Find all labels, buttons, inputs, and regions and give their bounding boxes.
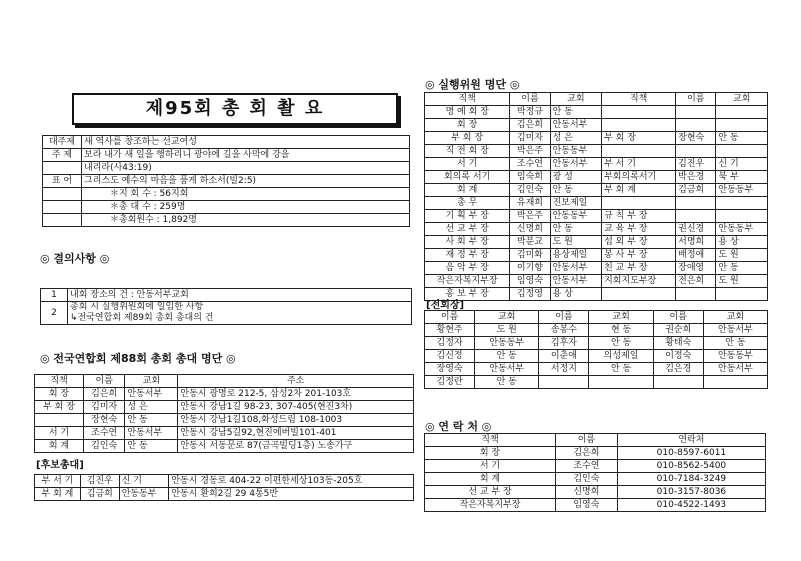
table-cell: 부 회 계 [602, 184, 676, 197]
table-cell: 김정란 [425, 376, 475, 389]
summary-row [43, 162, 410, 175]
table-cell: 신 기 [716, 158, 768, 171]
table-cell: 김인숙 [84, 440, 125, 453]
table-cell: 박정규 [510, 106, 550, 119]
table-cell: 010-3157-8036 [617, 486, 765, 499]
column-header: 교회 [125, 375, 178, 388]
table-cell: 안동시 강남1길 98-23, 307-405(현진3차) [178, 401, 414, 414]
table-row [35, 401, 414, 414]
table-cell: 부 회 장 [602, 132, 676, 145]
table-cell: 부 회 장 [425, 132, 510, 145]
table-cell [602, 145, 676, 158]
table-cell: 김은희 [510, 119, 550, 132]
table-row [425, 236, 768, 249]
stat-row [43, 188, 410, 201]
table-cell: 부 회 장 [35, 401, 84, 414]
resolution-text [68, 302, 412, 325]
table-row [425, 363, 768, 376]
table-cell [676, 106, 716, 119]
table-cell [589, 376, 653, 389]
summary-label: 주 제 [43, 149, 82, 162]
table-cell [35, 414, 84, 427]
table-cell: 안 동 [550, 223, 602, 236]
table-cell: 장현숙 [676, 132, 716, 145]
resolution-line: 내회 장소의 건 : 안동서부교회 [70, 289, 189, 300]
table-cell: 서정지 [539, 363, 589, 376]
table-cell [676, 197, 716, 210]
table-cell: 박은주 [510, 145, 550, 158]
table-cell: 안동시 강남5길92,현진에버빌101-401 [178, 427, 414, 440]
column-header: 직책 [35, 375, 84, 388]
column-header: 교회 [550, 93, 602, 106]
table-cell: 권순희 [653, 324, 703, 337]
table-cell: 홍 보 부 장 [425, 288, 510, 301]
table-cell: 안동시 강남1길108,화성드림 108-1003 [178, 414, 414, 427]
column-header: 이름 [676, 93, 716, 106]
executive-heading: ◎ 실행위원 명단 ◎ [425, 78, 520, 91]
table-cell: 지회지도부장 [602, 275, 676, 288]
column-header: 이름 [425, 311, 475, 324]
summary-value: 내리라(사43:19) [82, 162, 410, 175]
table-cell: 김은희 [555, 447, 617, 460]
table-cell: 김은희 [84, 388, 125, 401]
summary-value: 보라 내가 새 일을 행하리니 광야에 길을 사막에 강을 [82, 149, 410, 162]
table-cell: 김정자 [425, 337, 475, 350]
national-delegates-table [34, 374, 414, 453]
table-cell: 도 원 [716, 275, 768, 288]
summary-row [43, 136, 410, 149]
column-header: 교회 [716, 93, 768, 106]
table-cell [716, 288, 768, 301]
table-cell: 010-7184-3249 [617, 473, 765, 486]
table-cell: 안동서부 [125, 388, 178, 401]
resolution-number: 1 [41, 289, 68, 302]
table-cell: 장애영 [676, 262, 716, 275]
table-cell: 진보제일 [550, 197, 602, 210]
table-cell: 안 동 [716, 132, 768, 145]
table-cell: 안동동부 [716, 223, 768, 236]
table-row [425, 486, 766, 499]
table-cell: 안동서부 [550, 262, 602, 275]
table-cell: 회 장 [35, 388, 84, 401]
table-row [425, 324, 768, 337]
table-row [425, 171, 768, 184]
table-cell: 도 원 [716, 249, 768, 262]
table-row [425, 132, 768, 145]
table-cell: 박분교 [510, 236, 550, 249]
column-header: 주소 [178, 375, 414, 388]
table-cell [703, 376, 767, 389]
summary-value: 새 역사를 창조하는 선교여성 [82, 136, 410, 149]
table-cell [716, 106, 768, 119]
table-cell: 김정영 [510, 288, 550, 301]
table-cell: 안동동부 [119, 488, 169, 501]
table-cell: 현 동 [589, 324, 653, 337]
table-row [425, 158, 768, 171]
contact-header-row [425, 434, 766, 447]
table-row [35, 475, 414, 488]
table-cell: 안 동 [475, 376, 539, 389]
table-row [425, 460, 766, 473]
table-cell: 사 회 부 장 [425, 236, 510, 249]
table-row [425, 223, 768, 236]
table-cell: 박은경 [676, 171, 716, 184]
table-cell: 안동서부 [125, 427, 178, 440]
resolution-row [41, 289, 412, 302]
stat-row [43, 201, 410, 214]
table-row [425, 337, 768, 350]
column-header: 교회 [589, 311, 653, 324]
table-cell: 이기향 [510, 262, 550, 275]
table-cell: 안 동 [589, 363, 653, 376]
column-header: 이름 [653, 311, 703, 324]
table-cell: 장현숙 [84, 414, 125, 427]
resolution-row [41, 302, 412, 325]
table-cell: 김미자 [84, 401, 125, 414]
table-cell: 작은자복지부장 [425, 275, 510, 288]
table-cell [676, 119, 716, 132]
table-cell: 총 무 [425, 197, 510, 210]
table-cell [653, 376, 703, 389]
table-row [425, 184, 768, 197]
table-row [425, 288, 768, 301]
table-cell: 안동서부 [703, 324, 767, 337]
table-cell: 이춘애 [539, 350, 589, 363]
table-cell: 안동시 경동로 404-22 이편한세상103동-205호 [169, 475, 414, 488]
table-cell: 성 은 [125, 401, 178, 414]
former-presidents-table [424, 310, 768, 389]
table-cell: 섭 외 부 장 [602, 236, 676, 249]
column-header: 이름 [84, 375, 125, 388]
table-cell: 010-4522-1493 [617, 499, 765, 512]
table-cell: 010-8562-5400 [617, 460, 765, 473]
table-cell [539, 376, 589, 389]
column-header: 이름 [510, 93, 550, 106]
candidate-delegates-label: [후보총대] [36, 460, 84, 471]
table-cell: 안동동부 [716, 184, 768, 197]
table-cell: 배정애 [676, 249, 716, 262]
table-cell: 선 교 부 장 [425, 486, 556, 499]
table-cell: 조수연 [555, 460, 617, 473]
table-cell: 규 칙 부 장 [602, 210, 676, 223]
table-cell: 서 기 [425, 158, 510, 171]
table-cell: 안 동 [716, 262, 768, 275]
table-cell: 성 은 [550, 132, 602, 145]
table-cell: 김미화 [510, 249, 550, 262]
table-cell [602, 106, 676, 119]
resolution-number: 2 [41, 302, 68, 325]
table-cell: 안 동 [550, 184, 602, 197]
summary-label: 대주제 [43, 136, 82, 149]
table-cell: 봉 사 부 장 [602, 249, 676, 262]
table-cell: 김인숙 [510, 184, 550, 197]
summary-label [43, 162, 82, 175]
summary-row [43, 149, 410, 162]
table-cell: 안 동 [589, 337, 653, 350]
table-cell [716, 197, 768, 210]
table-row [35, 488, 414, 501]
table-cell: 안동시 서동문로 87(금곡빌딩1층) 노송가구 [178, 440, 414, 453]
table-cell: 안 동 [125, 440, 178, 453]
table-cell: 안동시 환희2길 29 4통5반 [169, 488, 414, 501]
table-cell: 회 장 [425, 119, 510, 132]
table-cell: 안동서부 [550, 158, 602, 171]
table-cell: 송봉수 [539, 324, 589, 337]
table-row [425, 350, 768, 363]
table-row [425, 275, 768, 288]
resolution-text [68, 289, 412, 302]
table-cell: 조수연 [84, 427, 125, 440]
table-cell [716, 210, 768, 223]
table-row [35, 440, 414, 453]
table-cell: 서명희 [676, 236, 716, 249]
table-row [425, 210, 768, 223]
resolutions-heading: ◎ 결의사항 ◎ [40, 252, 110, 265]
table-cell: 황태숙 [653, 337, 703, 350]
table-cell: 김진우 [80, 475, 119, 488]
table-row [35, 414, 414, 427]
table-cell: 전은희 [676, 275, 716, 288]
table-row [425, 249, 768, 262]
table-cell: 부 서 기 [602, 158, 676, 171]
table-cell [602, 197, 676, 210]
table-cell: 임숙희 [510, 171, 550, 184]
table-cell: 안 동 [550, 106, 602, 119]
table-cell: 작은자복지부장 [425, 499, 556, 512]
table-cell: 부 서 기 [35, 475, 81, 488]
column-header: 이름 [539, 311, 589, 324]
executive-header-row [425, 93, 768, 106]
table-cell: 교 육 부 장 [602, 223, 676, 236]
table-cell: 안동동부 [703, 350, 767, 363]
stat-spacer [43, 188, 82, 201]
table-cell: 회 계 [425, 184, 510, 197]
summary-label: 표 어 [43, 175, 82, 188]
stat-value: ＊총 대 수 : 259명 [82, 201, 410, 214]
table-cell: 용 상 [550, 288, 602, 301]
table-row [425, 119, 768, 132]
table-cell: 신 기 [119, 475, 169, 488]
table-cell: 장영숙 [425, 363, 475, 376]
table-cell: 안동동부 [550, 145, 602, 158]
table-row [425, 262, 768, 275]
table-cell: 용 상 [716, 236, 768, 249]
table-cell: 안동동부 [475, 337, 539, 350]
table-cell: 김후자 [539, 337, 589, 350]
table-cell: 부회의록서기 [602, 171, 676, 184]
table-cell: 010-8597-6011 [617, 447, 765, 460]
column-header: 직책 [425, 93, 510, 106]
table-cell: 친 교 부 장 [602, 262, 676, 275]
table-cell [676, 288, 716, 301]
table-cell: 안동시 광명로 212-5, 삼성2차 201-103호 [178, 388, 414, 401]
former-presidents-label: [전회장] [426, 300, 465, 311]
table-cell: 음 악 부 장 [425, 262, 510, 275]
table-cell [716, 119, 768, 132]
table-cell [602, 288, 676, 301]
table-cell: 김금희 [676, 184, 716, 197]
table-cell [676, 210, 716, 223]
table-cell [716, 145, 768, 158]
table-cell: 안동서부 [550, 119, 602, 132]
column-header: 직책 [602, 93, 676, 106]
table-row [425, 197, 768, 210]
table-cell: 안동서부 [475, 363, 539, 376]
table-cell: 서 기 [425, 460, 556, 473]
table-cell: 김진우 [676, 158, 716, 171]
table-cell: 서 기 [35, 427, 84, 440]
table-row [35, 388, 414, 401]
table-cell: 박은주 [510, 210, 550, 223]
table-cell: 안 동 [125, 414, 178, 427]
table-cell: 안동서부 [703, 363, 767, 376]
table-cell: 안동서부 [550, 275, 602, 288]
table-cell: 안동동부 [550, 210, 602, 223]
table-cell: 직 전 회 장 [425, 145, 510, 158]
table-cell: 용상제일 [550, 249, 602, 262]
table-cell: 안 동 [703, 337, 767, 350]
table-cell: 도 원 [475, 324, 539, 337]
table-row [425, 376, 768, 389]
page-title: 제95회 총 회 촬 요 [72, 93, 398, 125]
column-header: 연락처 [617, 434, 765, 447]
table-cell: 이정숙 [653, 350, 703, 363]
summary-value: 그리스도 예수의 마음을 품게 하소서(빌2:5) [82, 175, 410, 188]
table-cell: 회 장 [425, 447, 556, 460]
summary-table [42, 135, 410, 227]
table-cell: 김금희 [80, 488, 119, 501]
table-cell: 임영숙 [510, 275, 550, 288]
table-cell: 회 계 [425, 473, 556, 486]
table-cell: 신명희 [510, 223, 550, 236]
contact-heading: ◎ 연 락 처 ◎ [425, 420, 492, 433]
resolution-line: ↳전국연합회 제89회 총회 총대의 건 [70, 313, 214, 323]
table-cell: 기 획 부 장 [425, 210, 510, 223]
table-cell: 의성제일 [589, 350, 653, 363]
contact-table [424, 433, 766, 512]
column-header: 교회 [475, 311, 539, 324]
resolution-line: 총회 시 실행위원회에 일임한 사항 [70, 302, 204, 312]
resolutions-table [40, 288, 412, 325]
table-cell: 안 동 [475, 350, 539, 363]
table-row [35, 427, 414, 440]
stat-value: ＊지 회 수 : 56지회 [82, 188, 410, 201]
table-cell: 도 원 [550, 236, 602, 249]
table-cell: 조수연 [510, 158, 550, 171]
table-cell: 신명희 [555, 486, 617, 499]
candidate-delegates-table [34, 474, 414, 501]
stat-value: ＊총회원수 : 1,892명 [82, 214, 410, 227]
stat-row [43, 214, 410, 227]
stat-spacer [43, 201, 82, 214]
table-row [425, 447, 766, 460]
table-cell: 북 부 [716, 171, 768, 184]
table-cell: 김인숙 [555, 473, 617, 486]
table-cell: 회의록 서기 [425, 171, 510, 184]
table-cell: 임영숙 [555, 499, 617, 512]
table-cell: 재 정 부 장 [425, 249, 510, 262]
table-cell: 선 교 부 장 [425, 223, 510, 236]
column-header: 이름 [555, 434, 617, 447]
national-header-row [35, 375, 414, 388]
table-cell: 명 예 회 장 [425, 106, 510, 119]
table-row [425, 499, 766, 512]
summary-row [43, 175, 410, 188]
table-cell: 김미자 [510, 132, 550, 145]
former-header-row [425, 311, 768, 324]
executive-table [424, 92, 768, 301]
stat-spacer [43, 214, 82, 227]
table-cell: 권신경 [676, 223, 716, 236]
table-cell: 회 계 [35, 440, 84, 453]
table-cell: 광 성 [550, 171, 602, 184]
national-delegates-heading: ◎ 전국연합회 제88회 총회 총대 명단 ◎ [40, 352, 236, 365]
table-cell: 김은경 [653, 363, 703, 376]
table-row [425, 145, 768, 158]
table-row [425, 106, 768, 119]
table-cell: 부 회 계 [35, 488, 81, 501]
table-row [425, 473, 766, 486]
table-cell [676, 145, 716, 158]
column-header: 직책 [425, 434, 556, 447]
table-cell [602, 119, 676, 132]
table-cell: 황현주 [425, 324, 475, 337]
table-cell: 유재희 [510, 197, 550, 210]
table-cell: 김신정 [425, 350, 475, 363]
column-header: 교회 [703, 311, 767, 324]
